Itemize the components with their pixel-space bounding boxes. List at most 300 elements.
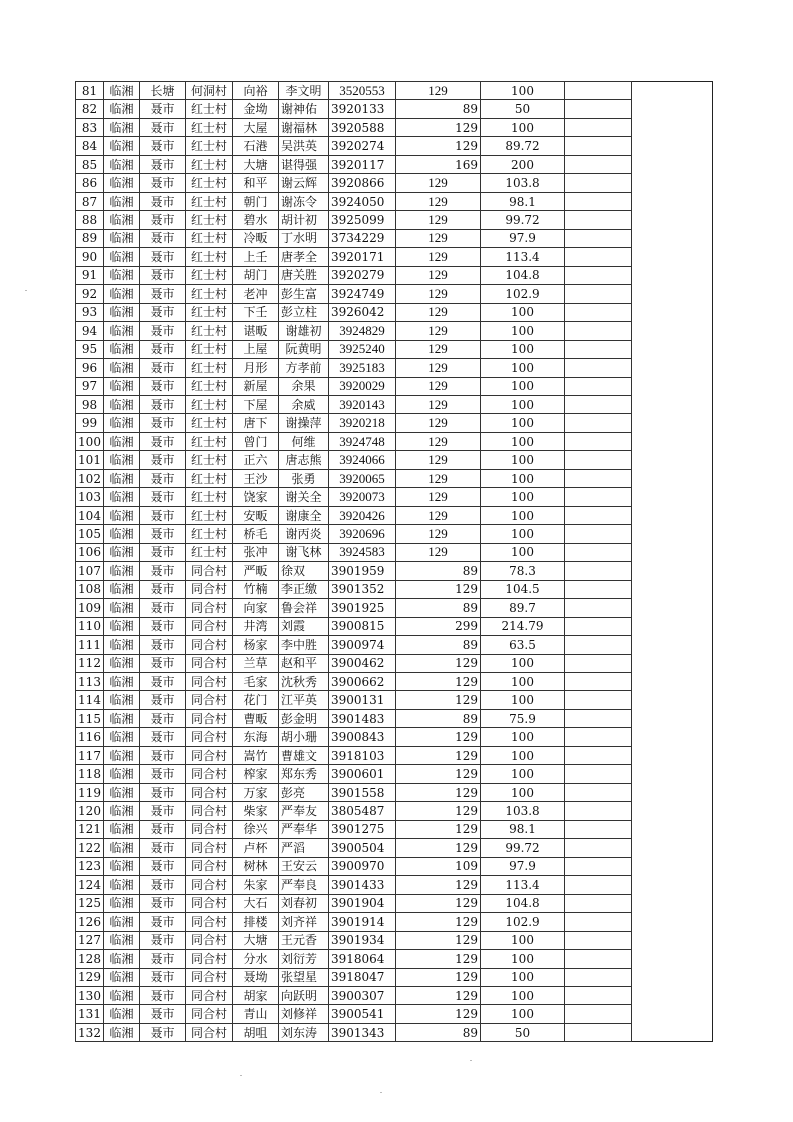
amount-cell: 129 <box>396 950 481 968</box>
village-cell: 红士村 <box>186 359 233 377</box>
county-cell: 临湘 <box>104 950 140 968</box>
blank-cell <box>565 377 632 395</box>
amount-cell: 129 <box>396 525 481 543</box>
table-row <box>76 248 713 266</box>
row-number: 100 <box>76 432 104 450</box>
amount-cell: 129 <box>396 488 481 506</box>
table-row <box>76 525 713 543</box>
name-cell: 李文明 <box>279 82 329 100</box>
town-cell: 聂市 <box>140 636 186 654</box>
amount-cell: 129 <box>396 654 481 672</box>
table-row <box>76 876 713 894</box>
table-row <box>76 432 713 450</box>
value-cell: 97.9 <box>481 857 565 875</box>
group-cell: 卢杯 <box>233 839 279 857</box>
group-cell: 朱家 <box>233 876 279 894</box>
table-row <box>76 950 713 968</box>
name-cell: 谢操萍 <box>279 414 329 432</box>
village-cell: 同合村 <box>186 654 233 672</box>
name-cell: 徐双 <box>279 562 329 580</box>
blank-cell <box>565 266 632 284</box>
amount-cell: 129 <box>396 820 481 838</box>
town-cell: 聂市 <box>140 654 186 672</box>
town-cell: 聂市 <box>140 229 186 247</box>
county-cell: 临湘 <box>104 765 140 783</box>
county-cell: 临湘 <box>104 266 140 284</box>
table-row <box>76 857 713 875</box>
value-cell: 113.4 <box>481 248 565 266</box>
town-cell: 聂市 <box>140 118 186 136</box>
row-number: 104 <box>76 506 104 524</box>
row-number: 85 <box>76 155 104 173</box>
amount-cell: 129 <box>396 266 481 284</box>
value-cell: 100 <box>481 728 565 746</box>
village-cell: 红士村 <box>186 395 233 413</box>
table-row <box>76 986 713 1004</box>
blank-cell <box>565 229 632 247</box>
name-cell: 刘东涛 <box>279 1023 329 1041</box>
county-cell: 临湘 <box>104 525 140 543</box>
code-cell: 3920218 <box>329 414 396 432</box>
group-cell: 新屋 <box>233 377 279 395</box>
row-number: 125 <box>76 894 104 912</box>
group-cell: 上屋 <box>233 340 279 358</box>
value-cell: 100 <box>481 950 565 968</box>
value-cell: 103.8 <box>481 174 565 192</box>
blank-cell <box>565 506 632 524</box>
code-cell: 3901343 <box>329 1023 396 1041</box>
table-row <box>76 765 713 783</box>
value-cell: 214.79 <box>481 617 565 635</box>
village-cell: 同合村 <box>186 950 233 968</box>
blank-cell <box>565 876 632 894</box>
village-cell: 红士村 <box>186 303 233 321</box>
town-cell: 聂市 <box>140 377 186 395</box>
name-cell: 谢福林 <box>279 118 329 136</box>
group-cell: 分水 <box>233 950 279 968</box>
town-cell: 聂市 <box>140 673 186 691</box>
town-cell: 聂市 <box>140 395 186 413</box>
group-cell: 饶家 <box>233 488 279 506</box>
group-cell: 毛家 <box>233 673 279 691</box>
amount-cell: 129 <box>396 783 481 801</box>
table-row <box>76 285 713 303</box>
amount-cell: 129 <box>396 340 481 358</box>
name-cell: 向跃明 <box>279 986 329 1004</box>
county-cell: 临湘 <box>104 322 140 340</box>
code-cell: 3901934 <box>329 931 396 949</box>
value-cell: 100 <box>481 469 565 487</box>
county-cell: 临湘 <box>104 248 140 266</box>
name-cell: 谢神佑 <box>279 100 329 118</box>
amount-cell: 129 <box>396 174 481 192</box>
village-cell: 同合村 <box>186 599 233 617</box>
blank-cell <box>565 340 632 358</box>
name-cell: 方孝前 <box>279 359 329 377</box>
amount-cell: 129 <box>396 248 481 266</box>
code-cell: 3900662 <box>329 673 396 691</box>
village-cell: 同合村 <box>186 802 233 820</box>
group-cell: 月形 <box>233 359 279 377</box>
village-cell: 同合村 <box>186 839 233 857</box>
amount-cell: 129 <box>396 192 481 210</box>
county-cell: 临湘 <box>104 986 140 1004</box>
town-cell: 聂市 <box>140 266 186 284</box>
code-cell: 3924066 <box>329 451 396 469</box>
group-cell: 柴家 <box>233 802 279 820</box>
group-cell: 青山 <box>233 1005 279 1023</box>
group-cell: 竹楠 <box>233 580 279 598</box>
town-cell: 聂市 <box>140 506 186 524</box>
blank-cell <box>565 192 632 210</box>
amount-cell: 129 <box>396 377 481 395</box>
table-row <box>76 1005 713 1023</box>
table-row <box>76 599 713 617</box>
value-cell: 100 <box>481 340 565 358</box>
code-cell: 3900601 <box>329 765 396 783</box>
county-cell: 临湘 <box>104 691 140 709</box>
value-cell: 100 <box>481 451 565 469</box>
group-cell: 井湾 <box>233 617 279 635</box>
code-cell: 3924829 <box>329 322 396 340</box>
name-cell: 刘衍芳 <box>279 950 329 968</box>
town-cell: 聂市 <box>140 968 186 986</box>
table-row <box>76 968 713 986</box>
value-cell: 100 <box>481 783 565 801</box>
row-number: 107 <box>76 562 104 580</box>
county-cell: 临湘 <box>104 137 140 155</box>
county-cell: 临湘 <box>104 340 140 358</box>
name-cell: 彭立柱 <box>279 303 329 321</box>
village-cell: 同合村 <box>186 1023 233 1041</box>
code-cell: 3900504 <box>329 839 396 857</box>
value-cell: 100 <box>481 1005 565 1023</box>
group-cell: 大塘 <box>233 931 279 949</box>
county-cell: 临湘 <box>104 636 140 654</box>
blank-cell <box>565 765 632 783</box>
amount-cell: 129 <box>396 359 481 377</box>
county-cell: 临湘 <box>104 82 140 100</box>
town-cell: 聂市 <box>140 802 186 820</box>
county-cell: 临湘 <box>104 894 140 912</box>
group-cell: 万家 <box>233 783 279 801</box>
group-cell: 和平 <box>233 174 279 192</box>
blank-cell <box>565 451 632 469</box>
row-number: 119 <box>76 783 104 801</box>
group-cell: 胡咀 <box>233 1023 279 1041</box>
row-number: 91 <box>76 266 104 284</box>
town-cell: 聂市 <box>140 783 186 801</box>
group-cell: 桥毛 <box>233 525 279 543</box>
town-cell: 聂市 <box>140 913 186 931</box>
village-cell: 同合村 <box>186 765 233 783</box>
county-cell: 临湘 <box>104 211 140 229</box>
row-number: 90 <box>76 248 104 266</box>
table-row <box>76 266 713 284</box>
name-cell: 严奉华 <box>279 820 329 838</box>
village-cell: 同合村 <box>186 876 233 894</box>
name-cell: 郑东秀 <box>279 765 329 783</box>
blank-cell <box>565 248 632 266</box>
name-cell: 胡计初 <box>279 211 329 229</box>
table-row <box>76 802 713 820</box>
table-row <box>76 488 713 506</box>
table-row <box>76 617 713 635</box>
value-cell: 100 <box>481 82 565 100</box>
code-cell: 3920143 <box>329 395 396 413</box>
code-cell: 3925240 <box>329 340 396 358</box>
table-row <box>76 155 713 173</box>
amount-cell: 129 <box>396 894 481 912</box>
name-cell: 张勇 <box>279 469 329 487</box>
county-cell: 临湘 <box>104 118 140 136</box>
village-cell: 同合村 <box>186 968 233 986</box>
amount-cell: 89 <box>396 1023 481 1041</box>
blank-cell <box>565 525 632 543</box>
village-cell: 红士村 <box>186 414 233 432</box>
table-row <box>76 746 713 764</box>
group-cell: 杨家 <box>233 636 279 654</box>
county-cell: 临湘 <box>104 451 140 469</box>
code-cell: 3805487 <box>329 802 396 820</box>
name-cell: 余威 <box>279 395 329 413</box>
row-number: 130 <box>76 986 104 1004</box>
group-cell: 胡家 <box>233 986 279 1004</box>
blank-cell <box>565 82 632 100</box>
value-cell: 100 <box>481 118 565 136</box>
town-cell: 聂市 <box>140 174 186 192</box>
name-cell: 张望星 <box>279 968 329 986</box>
group-cell: 严畈 <box>233 562 279 580</box>
code-cell: 3901352 <box>329 580 396 598</box>
name-cell: 彭金明 <box>279 709 329 727</box>
blank-cell <box>565 746 632 764</box>
row-number: 118 <box>76 765 104 783</box>
code-cell: 3900307 <box>329 986 396 1004</box>
row-number: 103 <box>76 488 104 506</box>
value-cell: 78.3 <box>481 562 565 580</box>
value-cell: 100 <box>481 322 565 340</box>
code-cell: 3900815 <box>329 617 396 635</box>
table-row <box>76 340 713 358</box>
value-cell: 100 <box>481 359 565 377</box>
value-cell: 102.9 <box>481 285 565 303</box>
town-cell: 聂市 <box>140 562 186 580</box>
town-cell: 聂市 <box>140 617 186 635</box>
village-cell: 红士村 <box>186 451 233 469</box>
amount-cell: 129 <box>396 451 481 469</box>
amount-cell: 129 <box>396 580 481 598</box>
village-cell: 红士村 <box>186 285 233 303</box>
town-cell: 聂市 <box>140 709 186 727</box>
group-cell: 大石 <box>233 894 279 912</box>
code-cell: 3901433 <box>329 876 396 894</box>
row-number: 96 <box>76 359 104 377</box>
row-number: 128 <box>76 950 104 968</box>
row-number: 102 <box>76 469 104 487</box>
amount-cell: 129 <box>396 986 481 1004</box>
county-cell: 临湘 <box>104 580 140 598</box>
row-number: 126 <box>76 913 104 931</box>
group-cell: 碧水 <box>233 211 279 229</box>
code-cell: 3920171 <box>329 248 396 266</box>
name-cell: 谌得强 <box>279 155 329 173</box>
town-cell: 聂市 <box>140 211 186 229</box>
blank-cell <box>565 100 632 118</box>
amount-cell: 89 <box>396 599 481 617</box>
amount-cell: 129 <box>396 543 481 561</box>
table-row <box>76 211 713 229</box>
code-cell: 3920696 <box>329 525 396 543</box>
county-cell: 临湘 <box>104 100 140 118</box>
village-cell: 红士村 <box>186 248 233 266</box>
village-cell: 红士村 <box>186 100 233 118</box>
name-cell: 李中胜 <box>279 636 329 654</box>
county-cell: 临湘 <box>104 857 140 875</box>
code-cell: 3900131 <box>329 691 396 709</box>
table-row <box>76 229 713 247</box>
village-cell: 同合村 <box>186 1005 233 1023</box>
county-cell: 临湘 <box>104 913 140 931</box>
group-cell: 张冲 <box>233 543 279 561</box>
name-cell: 谢丙炎 <box>279 525 329 543</box>
village-cell: 红士村 <box>186 118 233 136</box>
village-cell: 同合村 <box>186 691 233 709</box>
value-cell: 89.72 <box>481 137 565 155</box>
table-row <box>76 322 713 340</box>
group-cell: 向裕 <box>233 82 279 100</box>
table-row <box>76 469 713 487</box>
town-cell: 聂市 <box>140 820 186 838</box>
table-row <box>76 359 713 377</box>
name-cell: 严奉良 <box>279 876 329 894</box>
village-cell: 同合村 <box>186 986 233 1004</box>
value-cell: 100 <box>481 765 565 783</box>
row-number: 120 <box>76 802 104 820</box>
value-cell: 50 <box>481 1023 565 1041</box>
amount-cell: 89 <box>396 636 481 654</box>
blank-cell <box>565 359 632 377</box>
amount-cell: 129 <box>396 931 481 949</box>
value-cell: 113.4 <box>481 876 565 894</box>
amount-cell: 109 <box>396 857 481 875</box>
code-cell: 3920117 <box>329 155 396 173</box>
amount-cell: 129 <box>396 765 481 783</box>
village-cell: 红士村 <box>186 543 233 561</box>
table-row <box>76 839 713 857</box>
county-cell: 临湘 <box>104 469 140 487</box>
group-cell: 榨家 <box>233 765 279 783</box>
village-cell: 同合村 <box>186 617 233 635</box>
value-cell: 89.7 <box>481 599 565 617</box>
table-row <box>76 636 713 654</box>
value-cell: 63.5 <box>481 636 565 654</box>
village-cell: 同合村 <box>186 913 233 931</box>
village-cell: 同合村 <box>186 746 233 764</box>
county-cell: 临湘 <box>104 968 140 986</box>
row-number: 116 <box>76 728 104 746</box>
amount-cell: 129 <box>396 728 481 746</box>
table-row <box>76 82 713 100</box>
row-number: 129 <box>76 968 104 986</box>
town-cell: 长塘 <box>140 82 186 100</box>
row-number: 81 <box>76 82 104 100</box>
blank-cell <box>565 414 632 432</box>
code-cell: 3924050 <box>329 192 396 210</box>
table-row <box>76 506 713 524</box>
county-cell: 临湘 <box>104 820 140 838</box>
row-number: 105 <box>76 525 104 543</box>
amount-cell: 129 <box>396 285 481 303</box>
code-cell: 3734229 <box>329 229 396 247</box>
name-cell: 丁水明 <box>279 229 329 247</box>
town-cell: 聂市 <box>140 340 186 358</box>
code-cell: 3920274 <box>329 137 396 155</box>
village-cell: 同合村 <box>186 728 233 746</box>
amount-cell: 129 <box>396 303 481 321</box>
village-cell: 红士村 <box>186 488 233 506</box>
row-number: 113 <box>76 673 104 691</box>
name-cell: 唐关胜 <box>279 266 329 284</box>
village-cell: 同合村 <box>186 783 233 801</box>
amount-cell: 299 <box>396 617 481 635</box>
table-row <box>76 783 713 801</box>
blank-cell <box>565 174 632 192</box>
table-row <box>76 709 713 727</box>
name-cell: 彭亮 <box>279 783 329 801</box>
blank-cell <box>565 636 632 654</box>
county-cell: 临湘 <box>104 155 140 173</box>
town-cell: 聂市 <box>140 986 186 1004</box>
table-row <box>76 174 713 192</box>
amount-cell: 129 <box>396 322 481 340</box>
row-number: 97 <box>76 377 104 395</box>
blank-cell <box>565 469 632 487</box>
code-cell: 3918047 <box>329 968 396 986</box>
value-cell: 104.8 <box>481 266 565 284</box>
county-cell: 临湘 <box>104 229 140 247</box>
town-cell: 聂市 <box>140 451 186 469</box>
town-cell: 聂市 <box>140 599 186 617</box>
blank-cell <box>565 783 632 801</box>
blank-cell <box>565 137 632 155</box>
code-cell: 3925183 <box>329 359 396 377</box>
village-cell: 红士村 <box>186 525 233 543</box>
amount-cell: 129 <box>396 839 481 857</box>
group-cell: 老冲 <box>233 285 279 303</box>
village-cell: 同合村 <box>186 562 233 580</box>
group-cell: 下壬 <box>233 303 279 321</box>
amount-cell: 169 <box>396 155 481 173</box>
value-cell: 98.1 <box>481 820 565 838</box>
group-cell: 上壬 <box>233 248 279 266</box>
code-cell: 3520553 <box>329 82 396 100</box>
town-cell: 聂市 <box>140 285 186 303</box>
name-cell: 王安云 <box>279 857 329 875</box>
code-cell: 3920588 <box>329 118 396 136</box>
value-cell: 103.8 <box>481 802 565 820</box>
value-cell: 200 <box>481 155 565 173</box>
amount-cell: 89 <box>396 709 481 727</box>
blank-cell <box>565 580 632 598</box>
county-cell: 临湘 <box>104 395 140 413</box>
blank-cell <box>565 211 632 229</box>
table-row <box>76 931 713 949</box>
amount-cell: 129 <box>396 229 481 247</box>
table-row <box>76 728 713 746</box>
town-cell: 聂市 <box>140 950 186 968</box>
town-cell: 聂市 <box>140 839 186 857</box>
